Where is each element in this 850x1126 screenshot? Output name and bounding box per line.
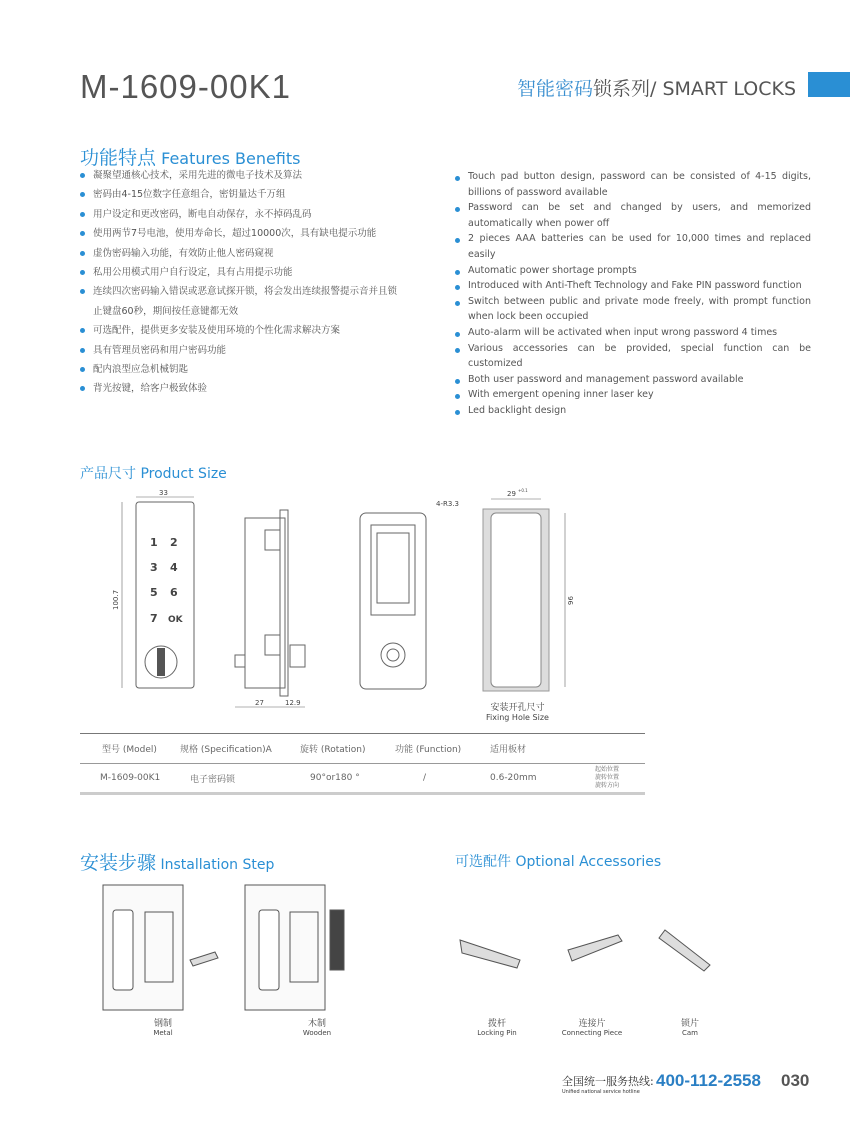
legend-item: 起始位置 xyxy=(595,766,620,773)
list-item: 虚伪密码输入功能，有效防止他人密码窥视 xyxy=(80,244,420,263)
list-item: Led backlight design xyxy=(455,403,811,419)
accessories-heading xyxy=(455,851,661,871)
features-heading-cn: 功能特点 xyxy=(80,147,157,169)
dim-hole-tolerance: +0.1 xyxy=(518,488,528,493)
list-item: 私用公用模式用户自行设定，具有占用提示功能 xyxy=(80,263,420,282)
installation-heading xyxy=(80,848,274,875)
accent-bar xyxy=(808,72,850,97)
table-cell: 90°or180 ° xyxy=(310,773,360,783)
keypad-key: 1 xyxy=(150,536,158,549)
list-item: Introduced with Anti-Theft Technology and Fake PIN password function xyxy=(455,278,811,294)
keypad-key: 4 xyxy=(170,561,178,574)
fixing-hole-caption-en: Fixing Hole Size xyxy=(486,713,549,722)
list-item: 2 pieces AAA batteries can be used for 10,000 times and replaced easily xyxy=(455,231,811,262)
accessories-heading-en: Optional Accessories xyxy=(515,854,662,870)
list-item: 密码由4-15位数字任意组合，密钥量达千万组 xyxy=(80,185,420,204)
series-title xyxy=(517,74,796,101)
fixing-hole-caption xyxy=(470,700,565,722)
accessory-caption xyxy=(554,1016,630,1037)
wooden-panel xyxy=(245,885,325,1010)
locking-pin-icon xyxy=(460,940,520,968)
list-item: With emergent opening inner laser key xyxy=(455,387,811,403)
list-item: 凝聚望通核心技术，采用先进的微电子技术及算法 xyxy=(80,166,420,185)
series-title-blue: 智能密码 xyxy=(517,78,594,100)
install-caption-wooden xyxy=(287,1016,347,1037)
list-item: Both user password and management password available xyxy=(455,372,811,388)
features-list-cn xyxy=(80,166,420,399)
table-header: 适用板材 xyxy=(490,745,527,755)
caption-en: Connecting Piece xyxy=(561,1029,623,1037)
installation-illustrations xyxy=(95,880,395,1015)
hotline-label xyxy=(562,1073,654,1095)
table-cell: M-1609-00K1 xyxy=(100,773,161,783)
keypad-key: 3 xyxy=(150,561,158,574)
caption-cn: 拨杆 xyxy=(487,1019,506,1029)
list-item: Auto-alarm will be activated when input wrong password 4 times xyxy=(455,325,811,341)
dim-radius: 4-R3.3 xyxy=(436,500,459,508)
caption-cn: 木制 xyxy=(307,1019,326,1029)
legend-item: 旋转方向 xyxy=(595,782,620,789)
hotline-label-en: Unified national service hotline xyxy=(562,1089,640,1095)
caption-en: Cam xyxy=(682,1029,698,1037)
features-list-en xyxy=(455,169,811,419)
keypad-key: 7 xyxy=(150,612,158,625)
list-item: Password can be set and changed by users, and memorized automatically when power off xyxy=(455,200,811,231)
list-item: Switch between public and private mode freely, with prompt function when lock been occupied xyxy=(455,294,811,325)
dim-hole-width: 29 xyxy=(507,490,516,498)
accessory-caption xyxy=(660,1016,720,1037)
dim-depth2: 12.9 xyxy=(285,699,301,707)
caption-en: Locking Pin xyxy=(477,1029,517,1037)
dim-depth: 27 xyxy=(255,699,264,707)
keypad-key: 2 xyxy=(170,536,178,549)
keypad-key: OK xyxy=(168,615,183,625)
hotline-label-cn: 全国统一服务热线: xyxy=(562,1075,654,1088)
connecting-piece-icon xyxy=(568,935,622,961)
product-model-title: M-1609-00K1 xyxy=(80,68,291,105)
list-item: 使用两节7号电池，使用寿命长，超过10000次，具有缺电提示功能 xyxy=(80,224,420,243)
list-item: 配内浪型应急机械钥匙 xyxy=(80,360,420,379)
features-heading-en: Features Benefits xyxy=(161,149,301,168)
keypad-key: 5 xyxy=(150,586,158,599)
table-header: 功能 (Function) xyxy=(395,745,462,755)
table-cell: 0.6-20mm xyxy=(490,773,537,783)
cam-icon xyxy=(659,930,710,971)
list-item: Various accessories can be provided, special function can be customized xyxy=(455,341,811,372)
page-number: 030 xyxy=(781,1071,810,1090)
hotline-number: 400-112-2558 xyxy=(656,1071,761,1090)
caption-cn: 钢制 xyxy=(153,1019,172,1029)
install-caption-metal xyxy=(133,1016,193,1037)
table-header-row xyxy=(80,734,645,764)
list-item: 连续四次密码输入错误或恶意试探开锁，将会发出连续报警提示音并且锁止键盘60秒，期间按任意键都无效 xyxy=(80,282,398,321)
series-title-gray: 锁系列/ SMART LOCKS xyxy=(593,78,797,100)
table-header: 型号 (Model) xyxy=(102,745,157,755)
product-size-heading-cn: 产品尺寸 xyxy=(80,466,136,482)
dim-width: 33 xyxy=(159,489,168,497)
list-item: 可选配件，提供更多安装及使用环境的个性化需求解决方案 xyxy=(80,321,420,340)
table-row xyxy=(80,764,645,794)
caption-en: Metal xyxy=(153,1029,173,1037)
table-header: 旋转 (Rotation) xyxy=(300,745,366,755)
dim-hole-height: 96 xyxy=(567,596,575,605)
installation-heading-cn: 安装步骤 xyxy=(80,852,157,874)
spec-table xyxy=(80,733,645,795)
product-size-heading-en: Product Size xyxy=(140,466,227,482)
legend-item: 旋转位置 xyxy=(595,774,620,781)
installation-heading-en: Installation Step xyxy=(160,857,275,873)
caption-cn: 连接片 xyxy=(578,1019,606,1029)
fixing-hole-caption-cn: 安装开孔尺寸 xyxy=(490,703,545,713)
list-item: Touch pad button design, password can be consisted of 4-15 digits, billions of password available xyxy=(455,169,811,200)
table-cell: 电子密码锁 xyxy=(190,774,236,785)
dim-height: 100.7 xyxy=(112,589,120,610)
product-size-heading xyxy=(80,463,227,483)
table-cell: / xyxy=(423,773,427,783)
accessory-illustrations xyxy=(450,920,730,980)
list-item: 背光按键，给客户极致体验 xyxy=(80,379,420,398)
list-item: 用户设定和更改密码，断电自动保存，永不掉码乱码 xyxy=(80,205,420,224)
list-item: Automatic power shortage prompts xyxy=(455,263,811,279)
accessories-heading-cn: 可选配件 xyxy=(455,854,511,870)
list-item: 具有管理员密码和用户密码功能 xyxy=(80,341,420,360)
product-dimension-drawing xyxy=(90,485,590,725)
caption-en: Wooden xyxy=(302,1029,332,1037)
table-header: 规格 (Specification)A xyxy=(180,745,272,755)
accessory-caption xyxy=(467,1016,527,1037)
keypad-key: 6 xyxy=(170,586,178,599)
caption-cn: 锁片 xyxy=(680,1019,699,1029)
rotation-legend xyxy=(565,764,645,794)
